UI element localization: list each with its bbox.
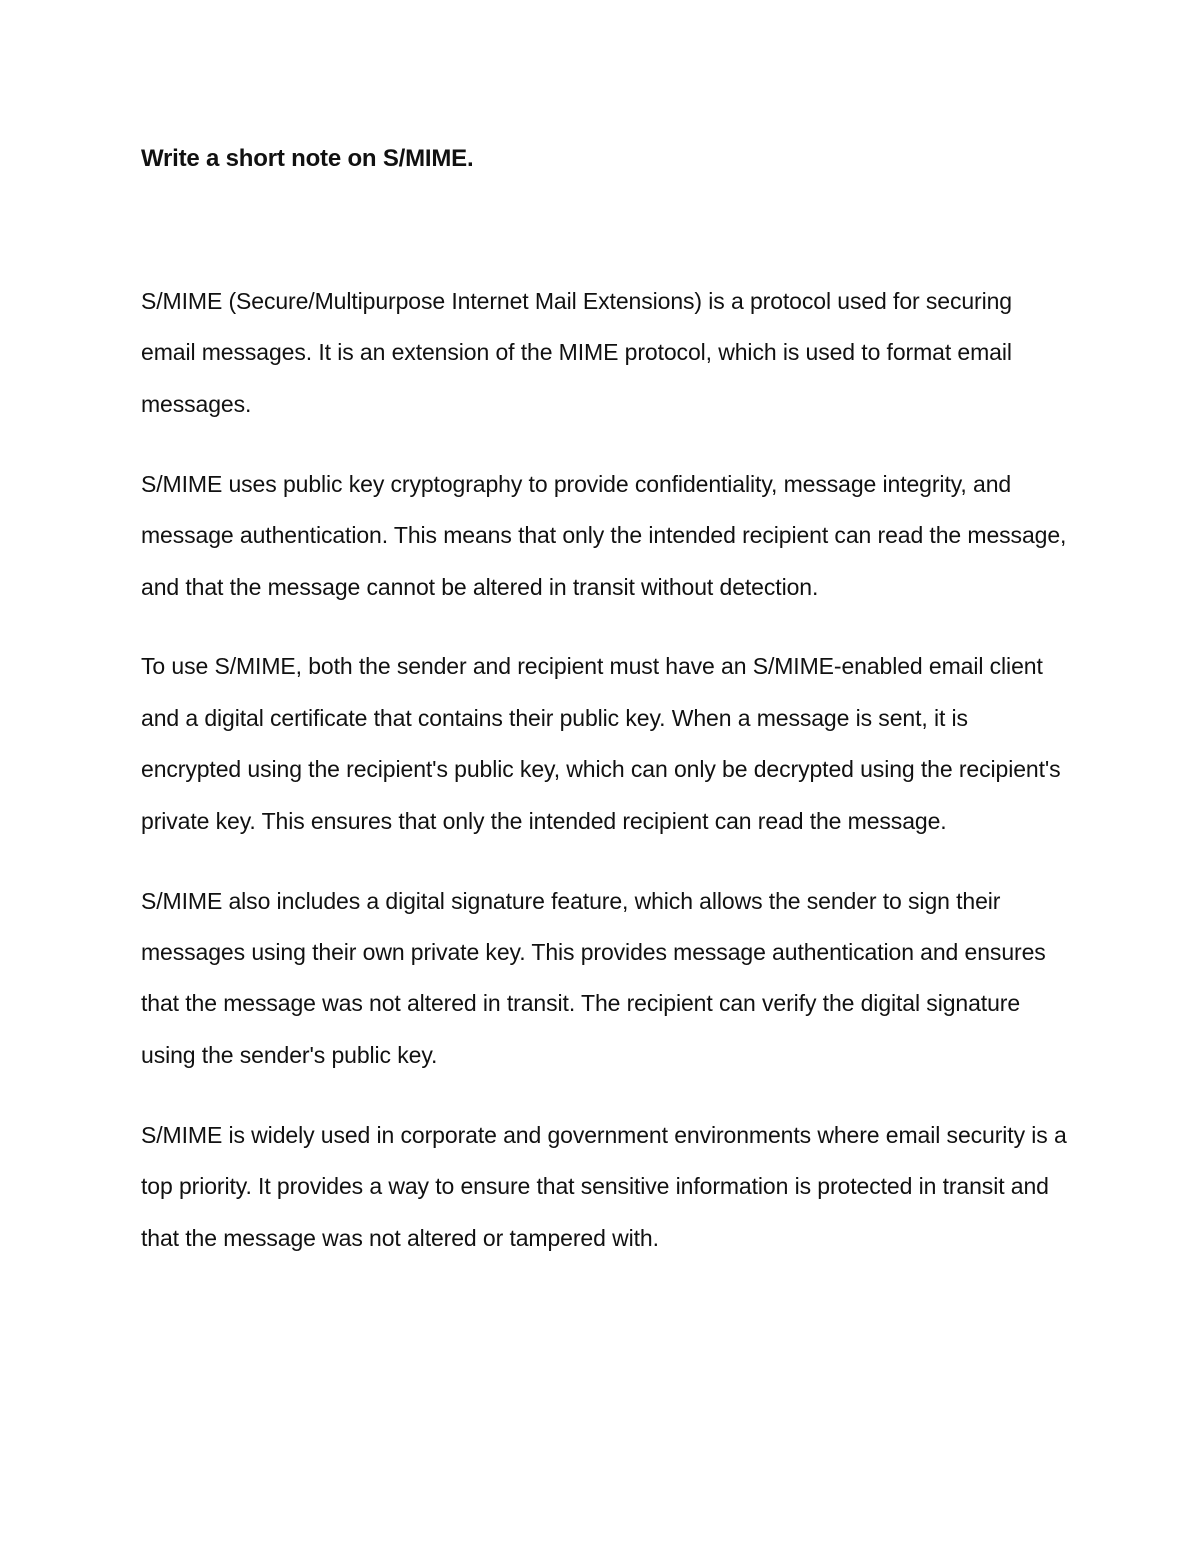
document-content: [141, 140, 1071, 1264]
paragraph-usage-environments: S/MIME is widely used in corporate and government environments where email security is a top priority. It provides a way to ensure that sensitive information is protected in transit and that the message was not altered or tampered with.: [141, 1121, 1067, 1251]
document-title: Write a short note on S/MIME.: [141, 145, 474, 172]
paragraph-digital-signature: S/MIME also includes a digital signature feature, which allows the sender to sign their messages using their own private key. This provides message authentication and ensures that the message was not altered in transit. The recipient can verify the digital signature using the sender's public key.: [141, 887, 1046, 1068]
document-body: [141, 276, 1071, 1264]
paragraph-how-to-use: To use S/MIME, both the sender and recipient must have an S/MIME-enabled email client and a digital certificate that contains their public key. When a message is sent, it is encrypted using the recipient's public key, which can only be decrypted using the recipient's private key. This ensures that only the intended recipient can read the message.: [141, 653, 1061, 834]
paragraph-smime-definition: S/MIME (Secure/Multipurpose Internet Mail Extensions) is a protocol used for securing email messages. It is an extension of the MIME protocol, which is used to format email messages.: [141, 288, 1012, 417]
paragraph-public-key-cryptography: S/MIME uses public key cryptography to provide confidentiality, message integrity, and message authentication. This means that only the intended recipient can read the message, and that the message cannot be altered in transit without detection.: [141, 470, 1067, 600]
